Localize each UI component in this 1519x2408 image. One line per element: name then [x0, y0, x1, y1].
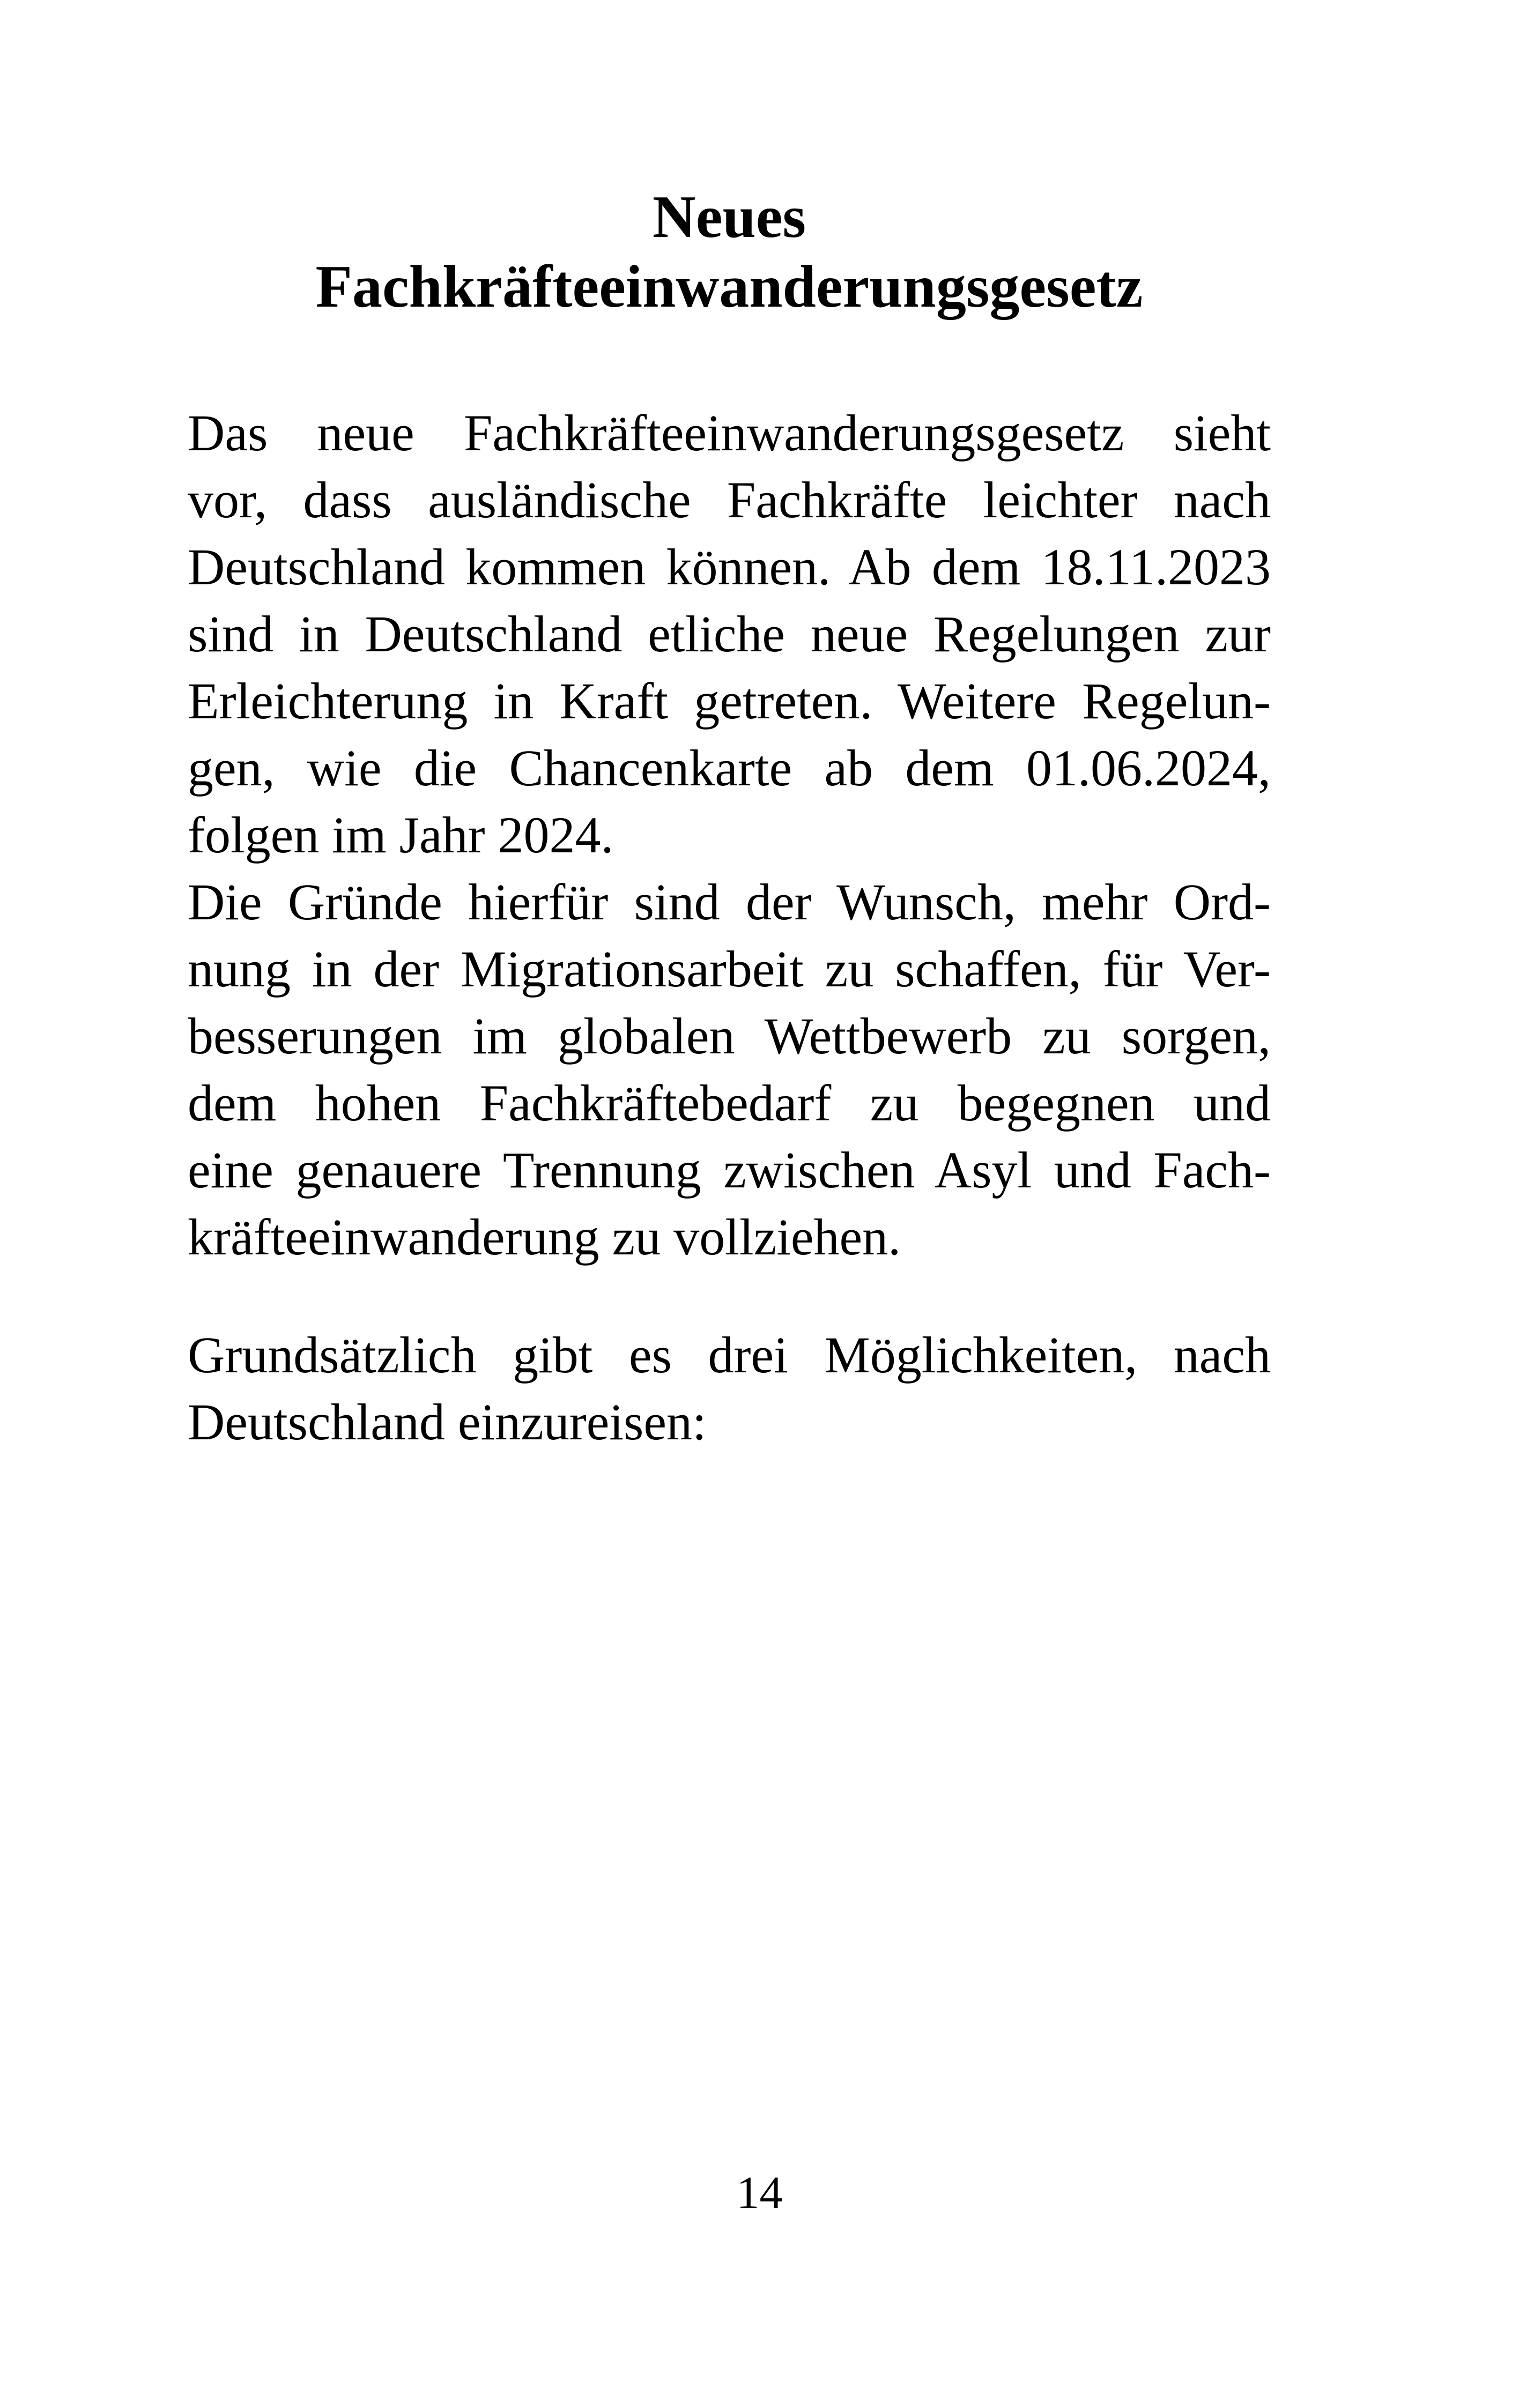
- text-line: gen, wie die Chancenkarte ab dem 01.06.2024,: [188, 739, 1271, 797]
- text-line: vor, dass ausländische Fachkräfte leichter nach: [188, 471, 1271, 529]
- text-line: nung in der Migrationsarbeit zu schaffen, für Ver-: [188, 940, 1271, 998]
- title-line-1: Neues: [652, 184, 806, 250]
- paragraph-options: [188, 1321, 1271, 1455]
- text-line: folgen im Jahr 2024.: [188, 806, 614, 864]
- paragraph-reasons: [188, 868, 1271, 1270]
- text-line: Erleichterung in Kraft getreten. Weitere Regelun-: [188, 672, 1271, 730]
- text-line: Die Gründe hierfür sind der Wunsch, mehr Ord-: [188, 873, 1271, 931]
- text-line: dem hohen Fachkräftebedarf zu begegnen und: [188, 1074, 1271, 1132]
- text-line: Das neue Fachkräfteeinwanderungsgesetz sieht: [188, 404, 1271, 462]
- page-number: 14: [736, 2167, 783, 2218]
- title-line-2: Fachkräfteeinwanderungsgesetz: [315, 254, 1143, 320]
- text-line: eine genauere Trennung zwischen Asyl und Fach-: [188, 1141, 1271, 1199]
- paragraph-intro: [188, 399, 1271, 868]
- text-line: Grundsätzlich gibt es drei Möglichkeiten, nach: [188, 1326, 1271, 1384]
- page-title: [188, 182, 1271, 322]
- text-line: Deutschland kommen können. Ab dem 18.11.2023: [188, 538, 1271, 596]
- text-line: Deutschland einzureisen:: [188, 1393, 707, 1451]
- text-line: sind in Deutschland etliche neue Regelungen zur: [188, 605, 1271, 663]
- text-line: besserungen im globalen Wettbewerb zu sorgen,: [188, 1007, 1271, 1065]
- text-line: kräfteeinwanderung zu vollziehen.: [188, 1208, 901, 1266]
